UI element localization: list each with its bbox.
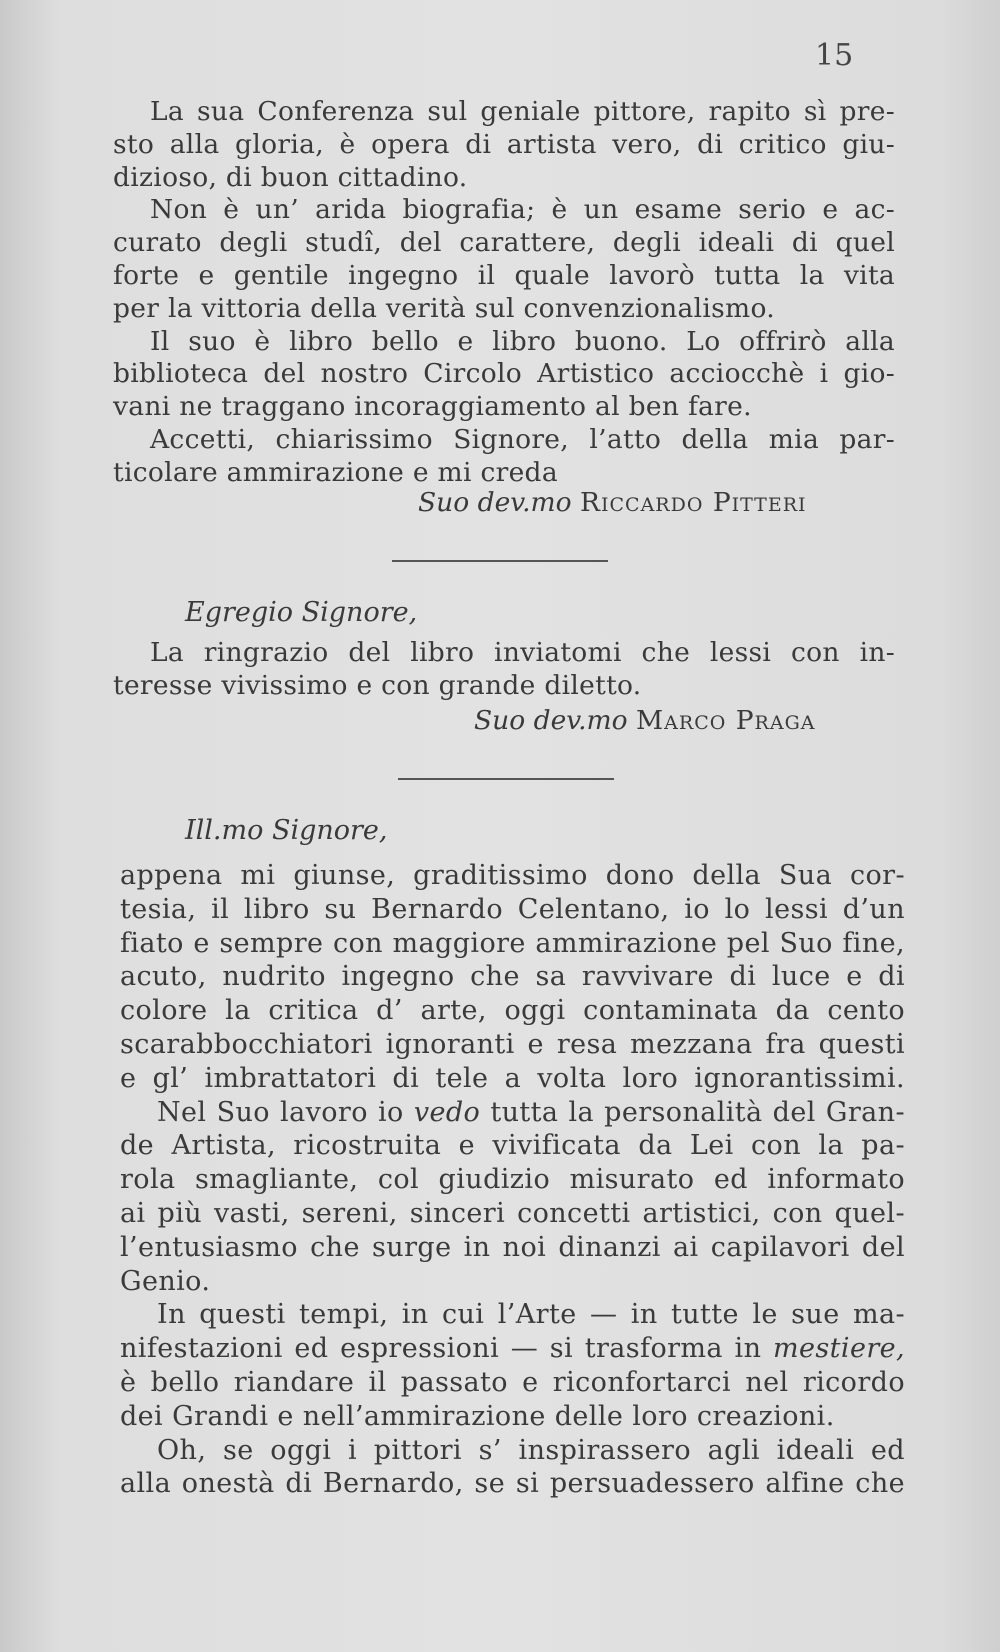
- text-line: curato degli studî, del carattere, degli ideali di quel: [113, 227, 895, 259]
- text-line: nifestazioni ed espressioni — si trasforma in mestiere,: [120, 1333, 905, 1365]
- text-line: Nel Suo lavoro io vedo tutta la personalità del Gran-: [157, 1096, 905, 1128]
- text-line: teresse vivissimo e con grande diletto.: [113, 669, 642, 701]
- text-line: tesia, il libro su Bernardo Celentano, io lo lessi d’un: [120, 893, 905, 925]
- page-number: 15: [815, 38, 854, 73]
- text-line: Il suo è libro bello e libro buono. Lo offrirò alla: [150, 325, 895, 357]
- text-line: l’entusiasmo che surge in noi dinanzi ai capilavori del: [120, 1231, 905, 1263]
- text-line: La sua Conferenza sul geniale pittore, rapito sì pre-: [150, 96, 895, 127]
- salutation-praga: Egregio Signore,: [185, 597, 418, 628]
- separator-rule: [392, 560, 608, 562]
- closing-formula: Suo dev.mo: [474, 705, 628, 736]
- separator-rule: [398, 778, 614, 780]
- signatory-name: Riccardo Pitteri: [580, 487, 807, 518]
- text-line: acuto, nudrito ingegno che sa ravvivare di luce e di: [120, 961, 905, 993]
- text-line: dei Grandi e nell’ammirazione delle loro creazioni.: [120, 1400, 835, 1432]
- text-line: Oh, se oggi i pittori s’ inspirassero agli ideali ed: [157, 1434, 905, 1466]
- text-line: Genio.: [120, 1265, 211, 1297]
- text-line: ai più vasti, sereni, sinceri concetti artistici, con quel-: [120, 1197, 905, 1229]
- closing-formula: Suo dev.mo: [418, 487, 572, 518]
- italic-word: vedo: [413, 1096, 481, 1128]
- signature-pitteri: [418, 487, 807, 519]
- letter-pitteri: [113, 96, 895, 490]
- text-line: è bello riandare il passato e riconfortarci nel ricordo: [120, 1366, 905, 1398]
- text-line: scarabbocchiatori ignoranti e resa mezzana fra questi: [120, 1028, 905, 1060]
- italic-word: mestiere,: [773, 1333, 905, 1365]
- signature-praga: [474, 705, 816, 737]
- text-line: vani ne traggano incoraggiamento al ben fare.: [113, 391, 752, 423]
- text-line: de Artista, ricostruita e vivificata da Lei con la pa-: [120, 1130, 905, 1162]
- text-line: forte e gentile ingegno il quale lavorò tutta la vita: [113, 259, 895, 291]
- salutation-third-letter: Ill.mo Signore,: [185, 815, 388, 846]
- text-line: per la vittoria della verità sul convenzionalismo.: [113, 292, 775, 324]
- text-line: fiato e sempre con maggiore ammirazione pel Suo fine,: [120, 927, 905, 959]
- text-line: biblioteca del nostro Circolo Artistico acciocchè i gio-: [113, 358, 895, 390]
- text-line: appena mi giunse, graditissimo dono della Sua cor-: [120, 860, 905, 891]
- text-line: La ringrazio del libro inviatomi che lessi con in-: [150, 637, 895, 668]
- signatory-name: Marco Praga: [636, 705, 816, 736]
- text-line: Accetti, chiarissimo Signore, l’atto della mia par-: [150, 423, 895, 455]
- text-line: In questi tempi, in cui l’Arte — in tutte le sue ma-: [157, 1299, 905, 1331]
- text-line: e gl’ imbrattatori di tele a volta loro ignorantissimi.: [120, 1062, 905, 1094]
- letter-third: [120, 859, 905, 1501]
- text-line: dizioso, di buon cittadino.: [113, 161, 468, 193]
- text-line: rola smagliante, col giudizio misurato ed informato: [120, 1164, 905, 1196]
- text-line: Non è un’ arida biografia; è un esame serio e ac-: [150, 194, 895, 226]
- letter-praga: [113, 637, 895, 703]
- text-line: alla onestà di Bernardo, se si persuadessero alfine che: [120, 1468, 905, 1500]
- text-line: sto alla gloria, è opera di artista vero, di critico giu-: [113, 128, 895, 160]
- text-line: ticolare ammirazione e mi creda: [113, 456, 558, 488]
- text-line: colore la critica d’ arte, oggi contaminata da cento: [120, 995, 905, 1027]
